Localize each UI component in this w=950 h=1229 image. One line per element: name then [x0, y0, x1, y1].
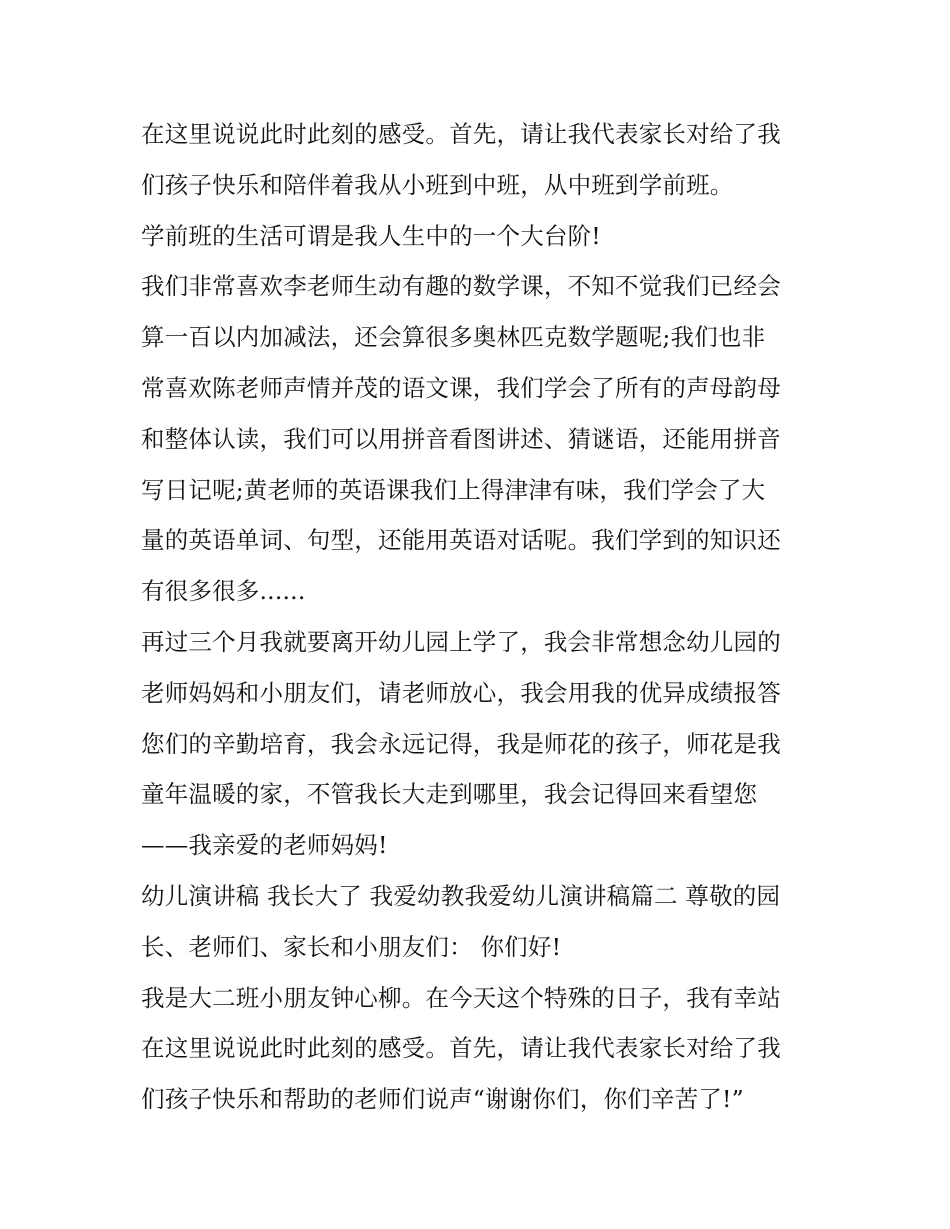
text-line: 您们的辛勤培育，我会永远记得，我是师花的孩子，师花是我 — [141, 729, 781, 758]
text-line: 量的英语单词、句型，还能用英语对话呢。我们学到的知识还 — [141, 526, 781, 555]
text-line: 在这里说说此时此刻的感受。首先，请让我代表家长对给了我 — [141, 120, 781, 148]
text-line: 常喜欢陈老师声情并茂的语文课，我们学会了所有的声母韵母 — [141, 373, 781, 402]
text-line: 们孩子快乐和帮助的老师们说声“谢谢你们，你们辛苦了!” — [141, 1085, 744, 1114]
text-line: 长、老师们、家长和小朋友们： 你们好! — [141, 932, 562, 961]
text-line: 幼儿演讲稿 我长大了 我爱幼教我爱幼儿演讲稿篇二 尊敬的园 — [141, 881, 781, 910]
body-text — [141, 109, 821, 1125]
text-line: 我们非常喜欢李老师生动有趣的数学课，不知不觉我们已经会 — [141, 272, 781, 301]
text-line: 和整体认读，我们可以用拼音看图讲述、猜谜语，还能用拼音 — [141, 424, 781, 453]
text-line: 学前班的生活可谓是我人生中的一个大台阶! — [141, 221, 601, 250]
text-line: 在这里说说此时此刻的感受。首先，请让我代表家长对给了我 — [141, 1034, 781, 1063]
text-line: ——我亲爱的老师妈妈! — [141, 831, 388, 860]
text-line: 写日记呢;黄老师的英语课我们上得津津有味，我们学会了大 — [141, 475, 766, 504]
text-line: 们孩子快乐和陪伴着我从小班到中班，从中班到学前班。 — [141, 170, 734, 199]
text-line: 童年温暖的家，不管我长大走到哪里，我会记得回来看望您 — [141, 780, 758, 809]
text-line: 有很多很多...... — [141, 577, 306, 606]
text-line: 算一百以内加减法，还会算很多奥林匹克数学题呢;我们也非 — [141, 323, 766, 352]
text-line: 我是大二班小朋友钟心柳。在今天这个特殊的日子，我有幸站 — [141, 983, 781, 1012]
text-line: 再过三个月我就要离开幼儿园上学了，我会非常想念幼儿园的 — [141, 627, 781, 656]
text-line: 老师妈妈和小朋友们，请老师放心，我会用我的优异成绩报答 — [141, 678, 781, 707]
